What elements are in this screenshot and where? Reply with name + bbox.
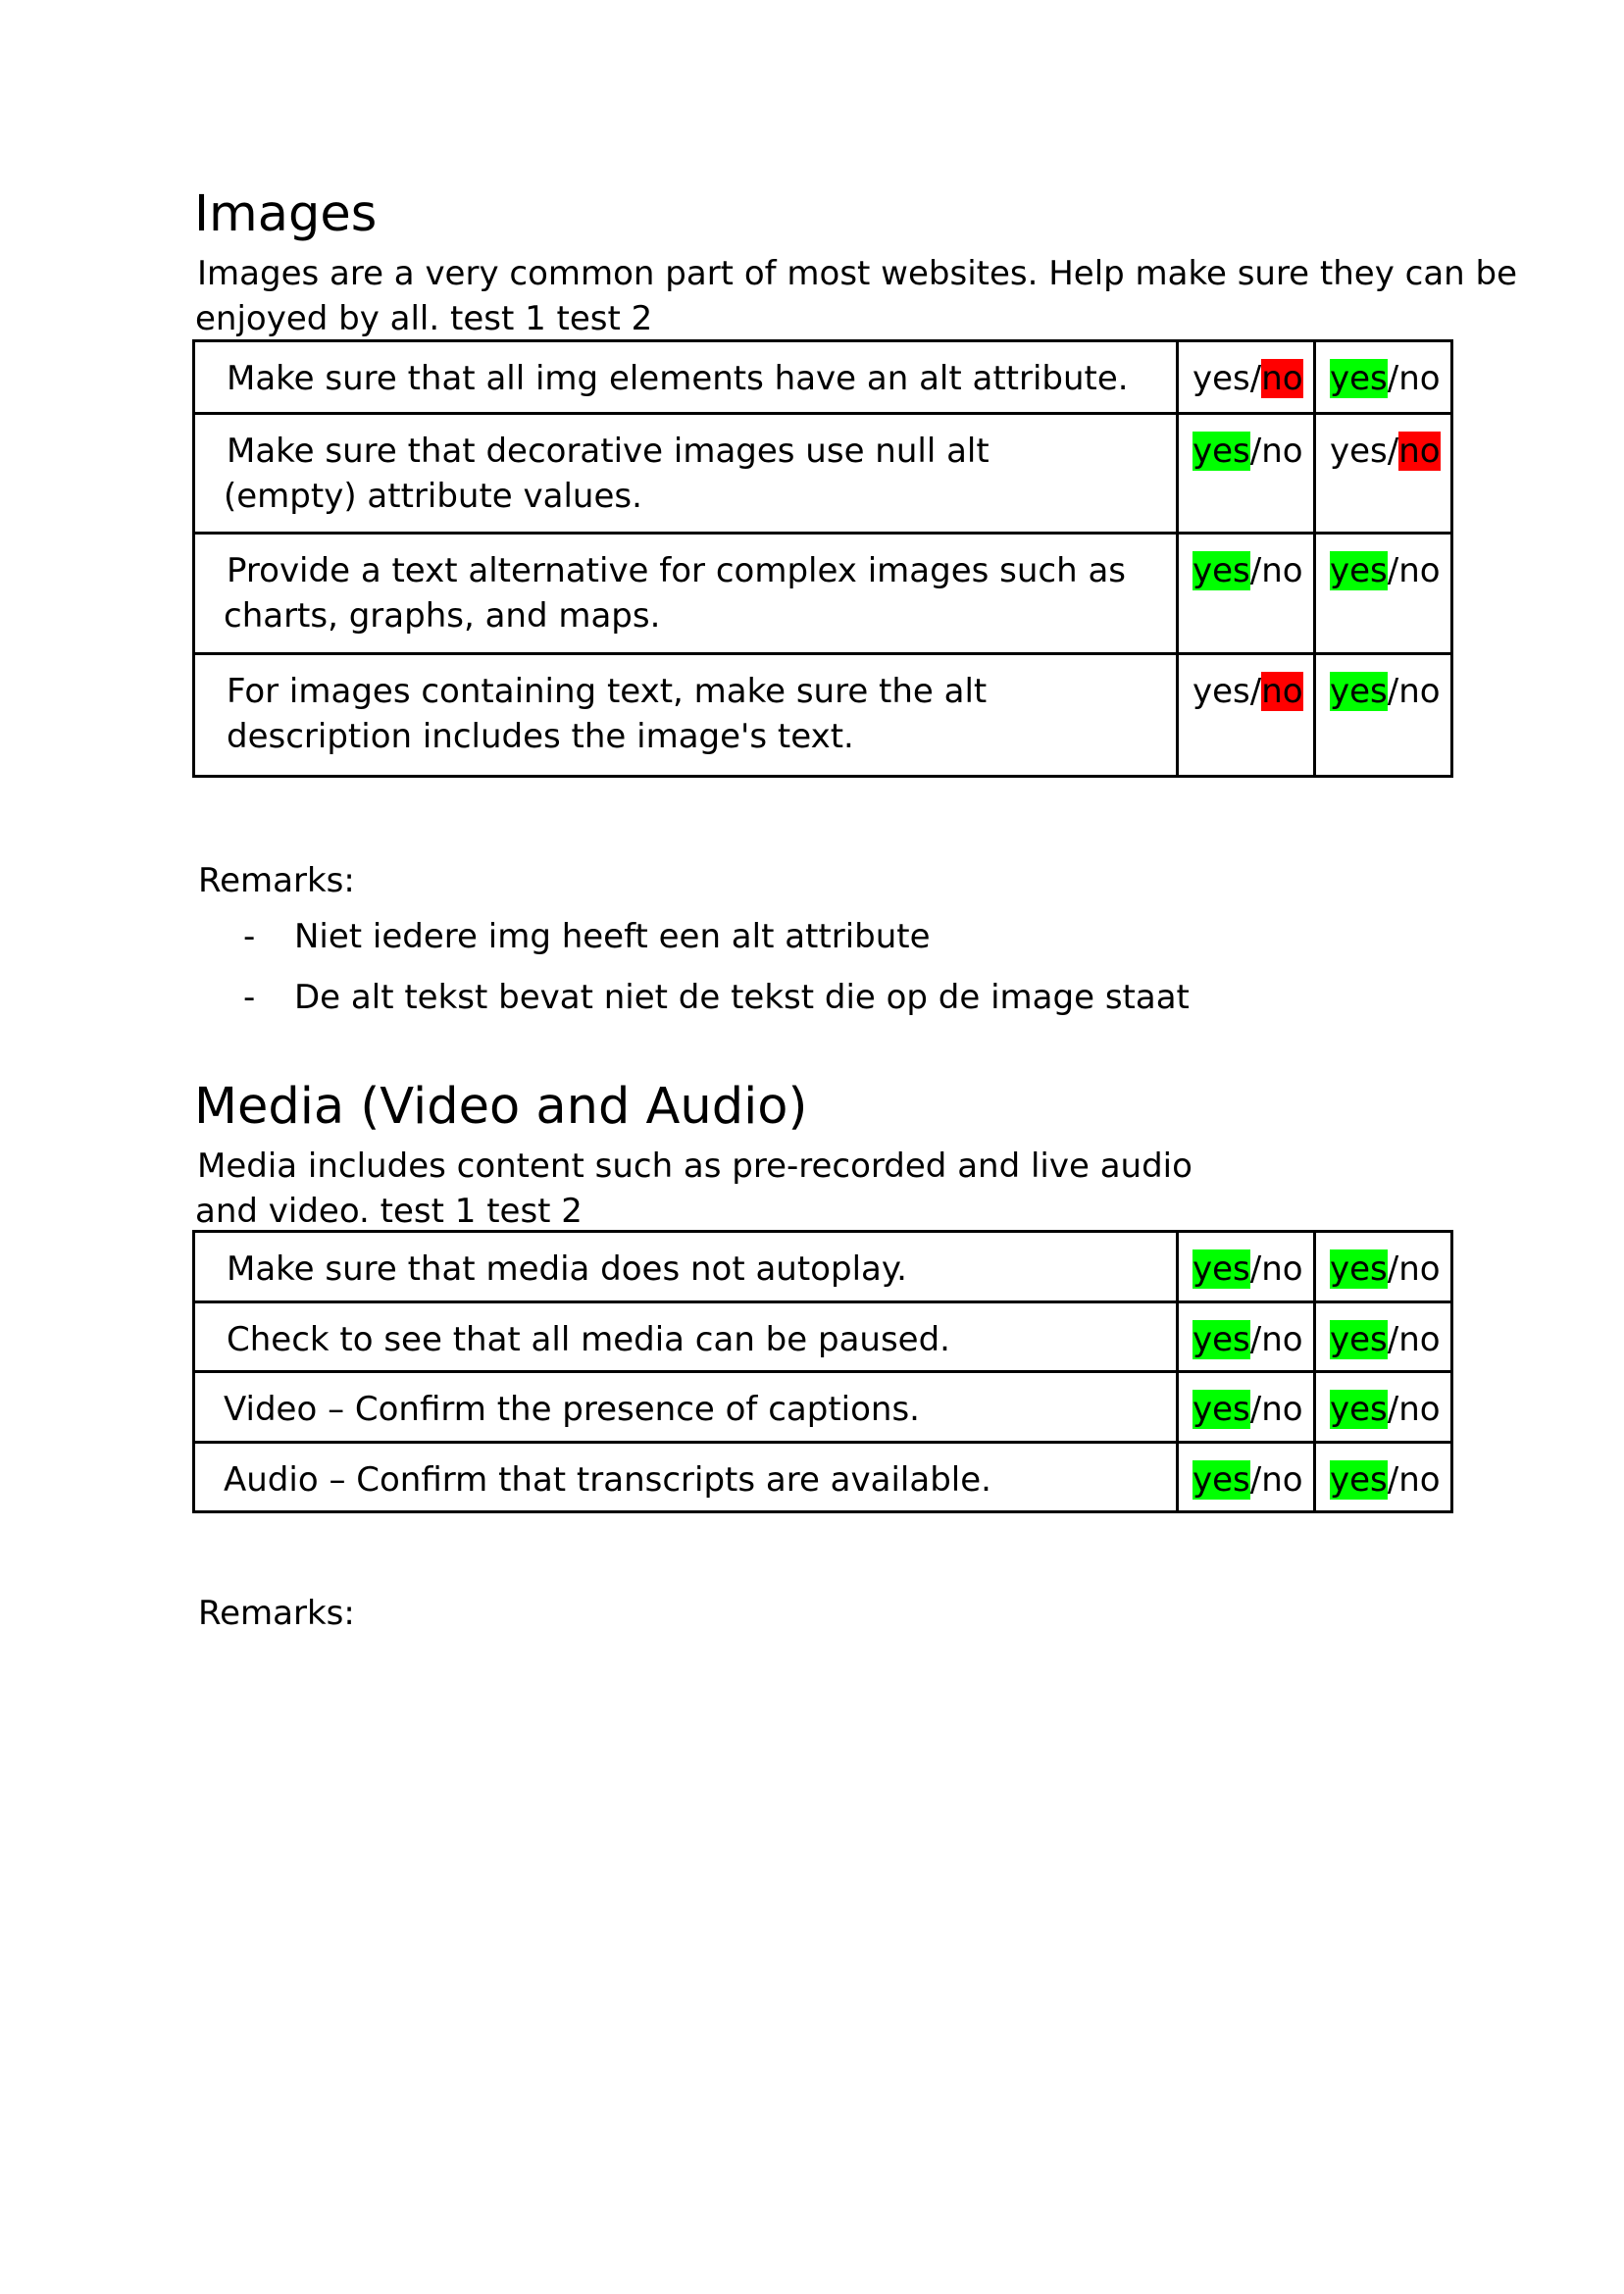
images-row-3 (194, 534, 1452, 654)
test1-cell (1178, 1443, 1315, 1512)
question-text: Video – Confirm the presence of captions. (224, 1390, 920, 1429)
no-option[interactable]: no (1261, 1460, 1303, 1500)
test2-cell (1315, 1232, 1452, 1302)
no-option[interactable]: no (1398, 1390, 1441, 1429)
images-intro-line-1: Images are a very common part of most websites. Help make sure they can be (197, 254, 1518, 293)
media-row-1 (194, 1232, 1452, 1302)
test2-cell (1315, 1372, 1452, 1443)
media-intro-line-2: and video. test 1 test 2 (195, 1192, 583, 1231)
question-cell (194, 414, 1178, 534)
question-cell (194, 654, 1178, 777)
option-separator: / (1387, 551, 1399, 590)
media-remarks-label: Remarks: (198, 1594, 355, 1633)
yes-option[interactable]: yes (1330, 1390, 1388, 1429)
yes-option[interactable]: yes (1330, 551, 1388, 590)
media-intro (197, 1144, 1193, 1234)
option-separator: / (1249, 1460, 1262, 1500)
yes-option[interactable]: yes (1193, 672, 1250, 711)
question-text-continued: (empty) attribute values. (224, 477, 642, 516)
yes-option[interactable]: yes (1193, 1320, 1250, 1359)
media-section-title: Media (Video and Audio) (194, 1078, 808, 1136)
yes-option[interactable]: yes (1330, 1460, 1388, 1500)
test1-cell (1178, 414, 1315, 534)
question-text-continued: description includes the image's text. (227, 717, 854, 756)
no-option[interactable]: no (1261, 359, 1303, 398)
images-row-2 (194, 414, 1452, 534)
question-text: Check to see that all media can be paused. (227, 1320, 950, 1359)
images-remarks-label: Remarks: (198, 861, 355, 900)
images-row-4 (194, 654, 1452, 777)
test1-cell (1178, 1372, 1315, 1443)
no-option[interactable]: no (1398, 432, 1441, 471)
yes-option[interactable]: yes (1330, 1320, 1388, 1359)
question-text: For images containing text, make sure the alt (227, 672, 988, 711)
yes-option[interactable]: yes (1330, 672, 1388, 711)
option-separator: / (1249, 551, 1262, 590)
remark-text: De alt tekst bevat niet de tekst die op de image staat (294, 978, 1190, 1017)
question-cell (194, 1443, 1178, 1512)
yes-option[interactable]: yes (1193, 359, 1250, 398)
dash-bullet: - (243, 978, 256, 1017)
no-option[interactable]: no (1261, 432, 1303, 471)
yes-option[interactable]: yes (1330, 1249, 1388, 1289)
media-row-2 (194, 1302, 1452, 1372)
yes-option[interactable]: yes (1193, 1249, 1250, 1289)
images-row-1 (194, 341, 1452, 414)
question-cell (194, 341, 1178, 414)
test2-cell (1315, 1302, 1452, 1372)
question-cell (194, 1372, 1178, 1443)
no-option[interactable]: no (1261, 1320, 1303, 1359)
yes-option[interactable]: yes (1193, 551, 1250, 590)
remark-item (243, 978, 1190, 1039)
yes-option[interactable]: yes (1193, 432, 1250, 471)
question-cell (194, 534, 1178, 654)
question-text-continued: charts, graphs, and maps. (224, 596, 661, 636)
media-checklist-table (192, 1230, 1453, 1513)
images-checklist-table (192, 339, 1453, 778)
option-separator: / (1387, 359, 1399, 398)
test2-cell (1315, 414, 1452, 534)
yes-option[interactable]: yes (1193, 1390, 1250, 1429)
test2-cell (1315, 654, 1452, 777)
option-separator: / (1387, 1320, 1399, 1359)
images-intro-line-2: enjoyed by all. test 1 test 2 (195, 299, 653, 338)
yes-option[interactable]: yes (1330, 432, 1388, 471)
test2-cell (1315, 1443, 1452, 1512)
option-separator: / (1249, 1320, 1262, 1359)
option-separator: / (1387, 1390, 1399, 1429)
no-option[interactable]: no (1261, 672, 1303, 711)
no-option[interactable]: no (1398, 359, 1441, 398)
media-row-3 (194, 1372, 1452, 1443)
option-separator: / (1249, 432, 1262, 471)
yes-option[interactable]: yes (1193, 1460, 1250, 1500)
question-text: Audio – Confirm that transcripts are available. (224, 1460, 991, 1500)
question-text: Make sure that media does not autoplay. (227, 1249, 907, 1289)
no-option[interactable]: no (1398, 551, 1441, 590)
yes-option[interactable]: yes (1330, 359, 1388, 398)
no-option[interactable]: no (1261, 1390, 1303, 1429)
no-option[interactable]: no (1398, 672, 1441, 711)
test1-cell (1178, 534, 1315, 654)
no-option[interactable]: no (1398, 1320, 1441, 1359)
no-option[interactable]: no (1398, 1460, 1441, 1500)
dash-bullet: - (243, 917, 256, 956)
test1-cell (1178, 1232, 1315, 1302)
images-section-title: Images (194, 185, 378, 243)
question-text: Make sure that decorative images use null alt (227, 432, 990, 471)
question-text: Provide a text alternative for complex images such as (227, 551, 1127, 590)
remark-text: Niet iedere img heeft een alt attribute (294, 917, 931, 956)
option-separator: / (1387, 432, 1399, 471)
test1-cell (1178, 341, 1315, 414)
no-option[interactable]: no (1261, 551, 1303, 590)
images-remarks-list (243, 917, 1190, 1039)
option-separator: / (1249, 359, 1262, 398)
option-separator: / (1387, 1460, 1399, 1500)
test1-cell (1178, 1302, 1315, 1372)
no-option[interactable]: no (1398, 1249, 1441, 1289)
option-separator: / (1249, 1249, 1262, 1289)
remark-item (243, 917, 1190, 978)
question-cell (194, 1232, 1178, 1302)
test2-cell (1315, 534, 1452, 654)
test2-cell (1315, 341, 1452, 414)
option-separator: / (1249, 1390, 1262, 1429)
test1-cell (1178, 654, 1315, 777)
question-cell (194, 1302, 1178, 1372)
option-separator: / (1387, 1249, 1399, 1289)
media-row-4 (194, 1443, 1452, 1512)
question-text: Make sure that all img elements have an alt attribute. (227, 359, 1129, 398)
images-intro (197, 251, 1517, 341)
no-option[interactable]: no (1261, 1249, 1303, 1289)
option-separator: / (1387, 672, 1399, 711)
media-intro-line-1: Media includes content such as pre-recorded and live audio (197, 1147, 1193, 1186)
option-separator: / (1249, 672, 1262, 711)
